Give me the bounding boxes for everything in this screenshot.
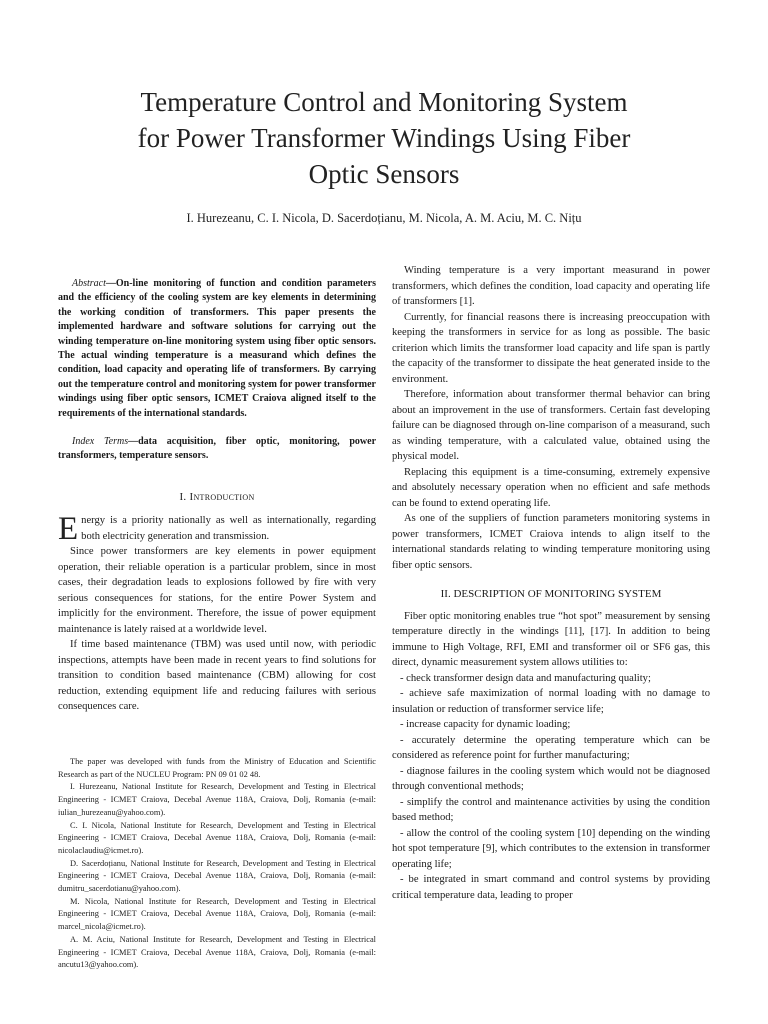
- abstract-label: Abstract: [72, 278, 106, 289]
- index-terms: [58, 435, 376, 464]
- title-line-1: Temperature Control and Monitoring System: [140, 87, 628, 117]
- section2-intro: Fiber optic monitoring enables true “hot spot” measurement by sensing temperature directly in the windings [11], [17]. In addition to being immune to High Voltage, RFI, EMI and transformer oil or SF6 gas, this direct, dynamic measurement system allows utilities to:: [392, 610, 710, 668]
- body-paragraph: Currently, for financial reasons there is increasing preoccupation with keeping the transformers in service for as long as possible. The basic criterion which limits the transformer load capacity and life span is partly the capacity of the transformer to dissipate the heat generated inside to the environment.: [392, 311, 710, 385]
- section-heading-introduction: I. Introduction: [179, 490, 255, 503]
- bullet-item: - achieve safe maximization of normal loading with no damage to insulation or reduction of transformer service life;: [392, 688, 710, 715]
- body-paragraph: Winding temperature is a very important measurand in power transformers, which defines the condition, load capacity and operating life of transformers [1].: [392, 265, 710, 307]
- body-paragraph: As one of the suppliers of function parameters monitoring systems in power transformers, ICMET Craiova intends to align itself to the international standards relating to winding temperature monitoring using fiber optic sensors.: [392, 513, 710, 571]
- bullet-item: - diagnose failures in the cooling system which would not be diagnosed through conventional methods;: [392, 765, 710, 792]
- bullet-item: - accurately determine the operating temperature which can be considered as reference point for further manufacturing;: [392, 734, 710, 761]
- right-column: [392, 263, 710, 903]
- index-terms-text: —data acquisition, fiber optic, monitoring, power transformers, temperature sensors.: [58, 436, 377, 462]
- footnote-author: C. I. Nicola, National Institute for Research, Development and Testing in Electrical Engineering - ICMET Craiova, Decebal Avenue 118A, Craiova, Dolj, Romania (e-mail: nicolaclaudiu@icmet.ro).: [58, 820, 376, 855]
- bullet-item: - increase capacity for dynamic loading;: [400, 719, 571, 730]
- footnote-author: A. M. Aciu, National Institute for Research, Development and Testing in Electrical Engineering - ICMET Craiova, Decebal Avenue 118A, Craiova, Dolj, Romania (e-mail: ancutu13@yahoo.com).: [58, 934, 376, 970]
- left-column: [58, 277, 376, 715]
- paper-title: [60, 84, 708, 192]
- footnote-funding: The paper was developed with funds from the Ministry of Education and Scientific Research as part of the NUCLEU Program: PN 09 01 02 48.: [58, 757, 376, 779]
- drop-cap: E: [58, 511, 79, 548]
- body-paragraph: Therefore, information about transformer thermal behavior can bring about an improvement in the use of transformers. Certain fast developing failure can be diagnosed through on-line comparison of a measurand, such as winding temperature, with a calculated value, obtained using the physical model.: [392, 389, 710, 462]
- section-heading-monitoring-system: II. DESCRIPTION OF MONITORING SYSTEM: [440, 588, 662, 600]
- index-terms-label: Index Terms: [72, 436, 129, 448]
- title-line-3: Optic Sensors: [308, 159, 460, 189]
- footnote-author: I. Hurezeanu, National Institute for Research, Development and Testing in Electrical Engineering - ICMET Craiova, Decebal Avenue 118A, Craiova, Dolj, Romania (e-mail: iulian_hurezeanu@yahoo.com).: [58, 782, 376, 817]
- footnote-author: D. Sacerdoțianu, National Institute for Research, Development and Testing in Electrical Engineering - ICMET Craiova, Decebal Avenue 118A, Craiova, Dolj, Romania (e-mail: dumitru_sacerdotianu@yahoo.com).: [58, 858, 376, 894]
- abstract: [58, 277, 376, 421]
- body-paragraph: Replacing this equipment is a time-consuming, extremely expensive and absolutely necessary operation when no efficient and safe methods can be found to extend operating life.: [392, 466, 710, 509]
- abstract-text: —On-line monitoring of function and condition parameters and the efficiency of the cooling system are key elements in determining the working condition of transformers. This paper presents the implemented hardware and software solutions for carrying out the winding temperature on-line monitoring system using fiber optic sensors. The actual winding temperature is a measurand which defines the condition, load capacity and operating life of transformers. By carrying out the temperature control and monitoring system for power transformer windings using fiber optic sensors, ICMET Craiova aligned itself to the requirements of the international standards.: [58, 278, 376, 419]
- intro-first-paragraph: [58, 511, 376, 548]
- bullet-item: - be integrated in smart command and control systems by providing critical temperature data, leading to proper: [392, 874, 710, 901]
- title-line-2: for Power Transformer Windings Using Fiber: [137, 123, 631, 153]
- bullet-item: - allow the control of the cooling system [10] depending on the winding hot spot temperature [9], which contributes to the extension in transformer operating life;: [392, 827, 710, 870]
- footnotes: [58, 756, 376, 972]
- bullet-item: - simplify the control and maintenance activities by using the condition based method;: [392, 796, 710, 823]
- author-list: I. Hurezeanu, C. I. Nicola, D. Sacerdoțianu, M. Nicola, A. M. Aciu, M. C. Nițu: [186, 211, 582, 225]
- intro-first-text: nergy is a priority nationally as well as internationally, regarding both electricity generation and transmission.: [81, 515, 376, 542]
- intro-paragraph: Since power transformers are key elements in power equipment operation, their reliable operation is a particular problem, since in most cases, their degradation leads to explosions followed by fire with very serious consequences for stations, for the entire Power System and implicitly for the environment. Therefore, the issue of power equipment maintenance is lately raised at a worldwide level.: [58, 546, 376, 635]
- footnote-author: M. Nicola, National Institute for Research, Development and Testing in Electrical Engineering - ICMET Craiova, Decebal Avenue 118A, Craiova, Dolj, Romania (e-mail: marcel_nicola@icmet.ro).: [58, 896, 376, 932]
- intro-paragraph: If time based maintenance (TBM) was used until now, with periodic inspections, attempts have been made in recent years to find solutions for transition to condition based maintenance (CBM) allowing for cost reduction, extending equipment life and reducing failures with serious consequences care.: [58, 639, 376, 713]
- bullet-item: - check transformer design data and manufacturing quality;: [400, 672, 651, 684]
